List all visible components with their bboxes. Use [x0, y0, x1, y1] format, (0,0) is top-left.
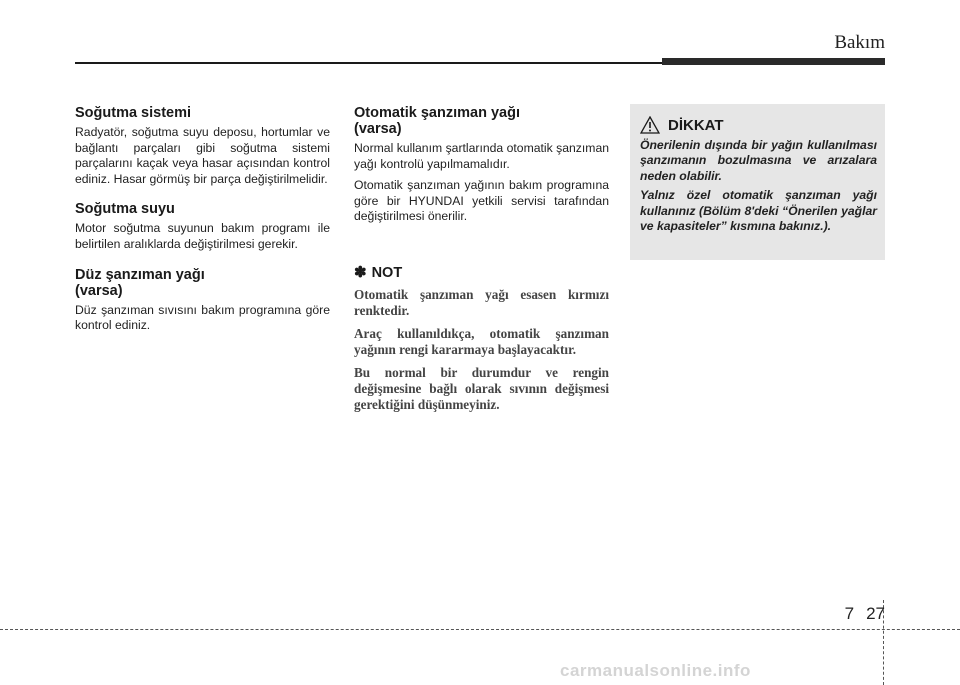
watermark: carmanualsonline.info [560, 661, 751, 680]
section-heading: Soğutma sistemi [75, 105, 192, 121]
note-paragraph: Araç kullanıldıkça, otomatik şanzıman yağının rengi kararmaya başlayacaktır. [354, 325, 609, 358]
middle-column [354, 105, 609, 414]
section-heading: Soğutma suyu [75, 201, 175, 218]
section-heading [75, 267, 330, 299]
heading-line: Düz şanzıman yağı [75, 266, 205, 283]
caution-heading [640, 116, 877, 134]
note-block [354, 265, 609, 414]
warning-triangle-icon [640, 116, 660, 134]
section-body: Normal kullanım şartlarında otomatik şanzıman yağı kontrolü yapılmamalıdır. [354, 141, 609, 171]
page-header-title: Bakım [834, 32, 885, 53]
note-cross-icon: ✽ [354, 263, 367, 281]
section-cooling-system [75, 105, 330, 187]
header-rule-accent [662, 58, 885, 65]
heading-line: (varsa) [354, 121, 402, 137]
note-label: NOT [371, 264, 403, 281]
chapter-number: 7 [844, 604, 855, 623]
section-manual-transmission-oil [75, 267, 330, 334]
section-body: Düz şanzıman sıvısını bakım programına göre kontrol ediniz. [75, 302, 330, 333]
header-rule [75, 62, 675, 64]
page-number [845, 604, 885, 624]
caution-paragraph: Yalnız özel otomatik şanzıman yağı kullanınız (Bölüm 8'deki “Önerilen yağlar ve kapasiteler” kısmına bakınız.). [640, 188, 877, 234]
section-body: Motor soğutma suyunun bakım programı ile belirtilen aralıklarda değiştirilmesi gerekir. [75, 221, 330, 251]
footer-rule [0, 629, 960, 630]
note-paragraph: Bu normal bir durumdur ve rengin değişmesine bağlı olarak sıvının değişmesi gerektiğini düşünmeyiniz. [354, 364, 609, 413]
section-body: Otomatik şanzıman yağının bakım programına göre bir HYUNDAI yetkili servisi tarafından değiştirilmesi önerilir. [354, 178, 609, 224]
caution-label: DİKKAT [668, 116, 724, 134]
section-coolant [75, 201, 330, 252]
heading-line: (varsa) [75, 282, 123, 299]
page-number-value: 27 [866, 604, 885, 623]
caution-box [630, 104, 885, 260]
left-column [75, 105, 330, 348]
note-heading [354, 265, 609, 281]
note-paragraph: Otomatik şanzıman yağı esasen kırmızı renktedir. [354, 286, 609, 319]
heading-line: Otomatik şanzıman yağı [354, 105, 520, 121]
caution-paragraph: Önerilenin dışında bir yağın kullanılması şanzımanın bozulmasına ve arızalara neden olabilir. [640, 138, 877, 183]
section-automatic-transmission-oil [354, 105, 609, 225]
section-heading [354, 105, 609, 137]
section-body: Radyatör, soğutma suyu deposu, hortumlar ve bağlantı parçaları gibi soğutma sistemi parçalarını kaçak veya hasar açısından kontrol ediniz. Hasar görmüş bir parça değiştirilmelidir. [75, 125, 330, 186]
